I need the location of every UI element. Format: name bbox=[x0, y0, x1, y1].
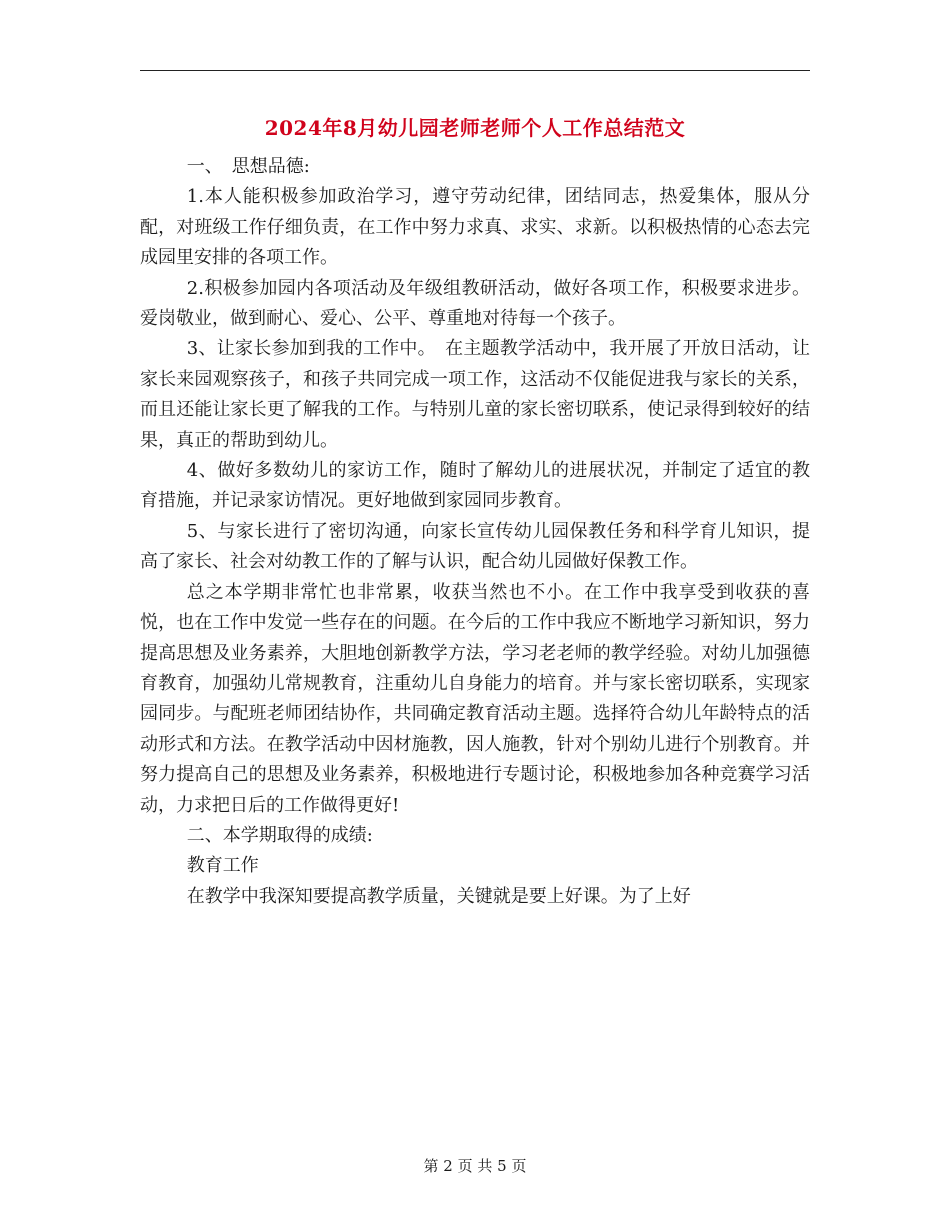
document-title: 2024年8月幼儿园老师老师个人工作总结范文 bbox=[264, 116, 686, 140]
subheading: 教育工作 bbox=[186, 855, 259, 877]
page-footer: 第 2 页 共 5 页 bbox=[423, 1157, 527, 1175]
paragraph: 3、让家长参加到我的工作中。 在主题教学活动中，我开展了开放日活动，让家长来园观察孩子，和孩子共同完成一项工作，这活动不仅能促进我与家长的关系，而且还能让家长更了解我的工作。与特别儿童的家长密切联系，使记录得到较好的结果，真正的帮助到幼儿。 bbox=[140, 338, 810, 451]
paragraph: 1.本人能积极参加政治学习，遵守劳动纪律，团结同志，热爱集体，服从分配，对班级工作仔细负责，在工作中努力求真、求实、求新。以积极热情的心态去完成园里安排的各项工作。 bbox=[140, 186, 810, 269]
paragraph: 总之本学期非常忙也非常累，收获当然也不小。在工作中我享受到收获的喜悦，也在工作中发觉一些存在的问题。在今后的工作中我应不断地学习新知识，努力提高思想及业务素养，大胆地创新教学方法，学习老老师的教学经验。对幼儿加强德育教育，加强幼儿常规教育，注重幼儿自身能力的培育。并与家长密切联系，实现家园同步。与配班老师团结协作，共同确定教育活动主题。选择符合幼儿年龄特点的活动形式和方法。在教学活动中因材施教，因人施教，针对个别幼儿进行个别教育。并努力提高自己的思想及业务素养，积极地进行专题讨论，积极地参加各种竞赛学习活动，力求把日后的工作做得更好! bbox=[140, 581, 810, 816]
paragraph: 5、与家长进行了密切沟通，向家长宣传幼儿园保教任务和科学育儿知识，提高了家长、社会对幼教工作的了解与认识，配合幼儿园做好保教工作。 bbox=[140, 520, 810, 573]
header-rule bbox=[140, 70, 810, 71]
paragraph: 在教学中我深知要提高教学质量，关键就是要上好课。为了上好 bbox=[186, 885, 691, 907]
section-heading: 二、本学期取得的成绩: bbox=[186, 824, 373, 846]
paragraph: 2.积极参加园内各项活动及年级组教研活动，做好各项工作，积极要求进步。爱岗敬业，做到耐心、爱心、公平、尊重地对待每一个孩子。 bbox=[140, 277, 810, 330]
section-heading: 一、 思想品德: bbox=[186, 156, 310, 177]
paragraph: 4、做好多数幼儿的家访工作，随时了解幼儿的进展状况，并制定了适宜的教育措施，并记录家访情况。更好地做到家园同步教育。 bbox=[140, 460, 810, 512]
document-body bbox=[140, 152, 810, 912]
